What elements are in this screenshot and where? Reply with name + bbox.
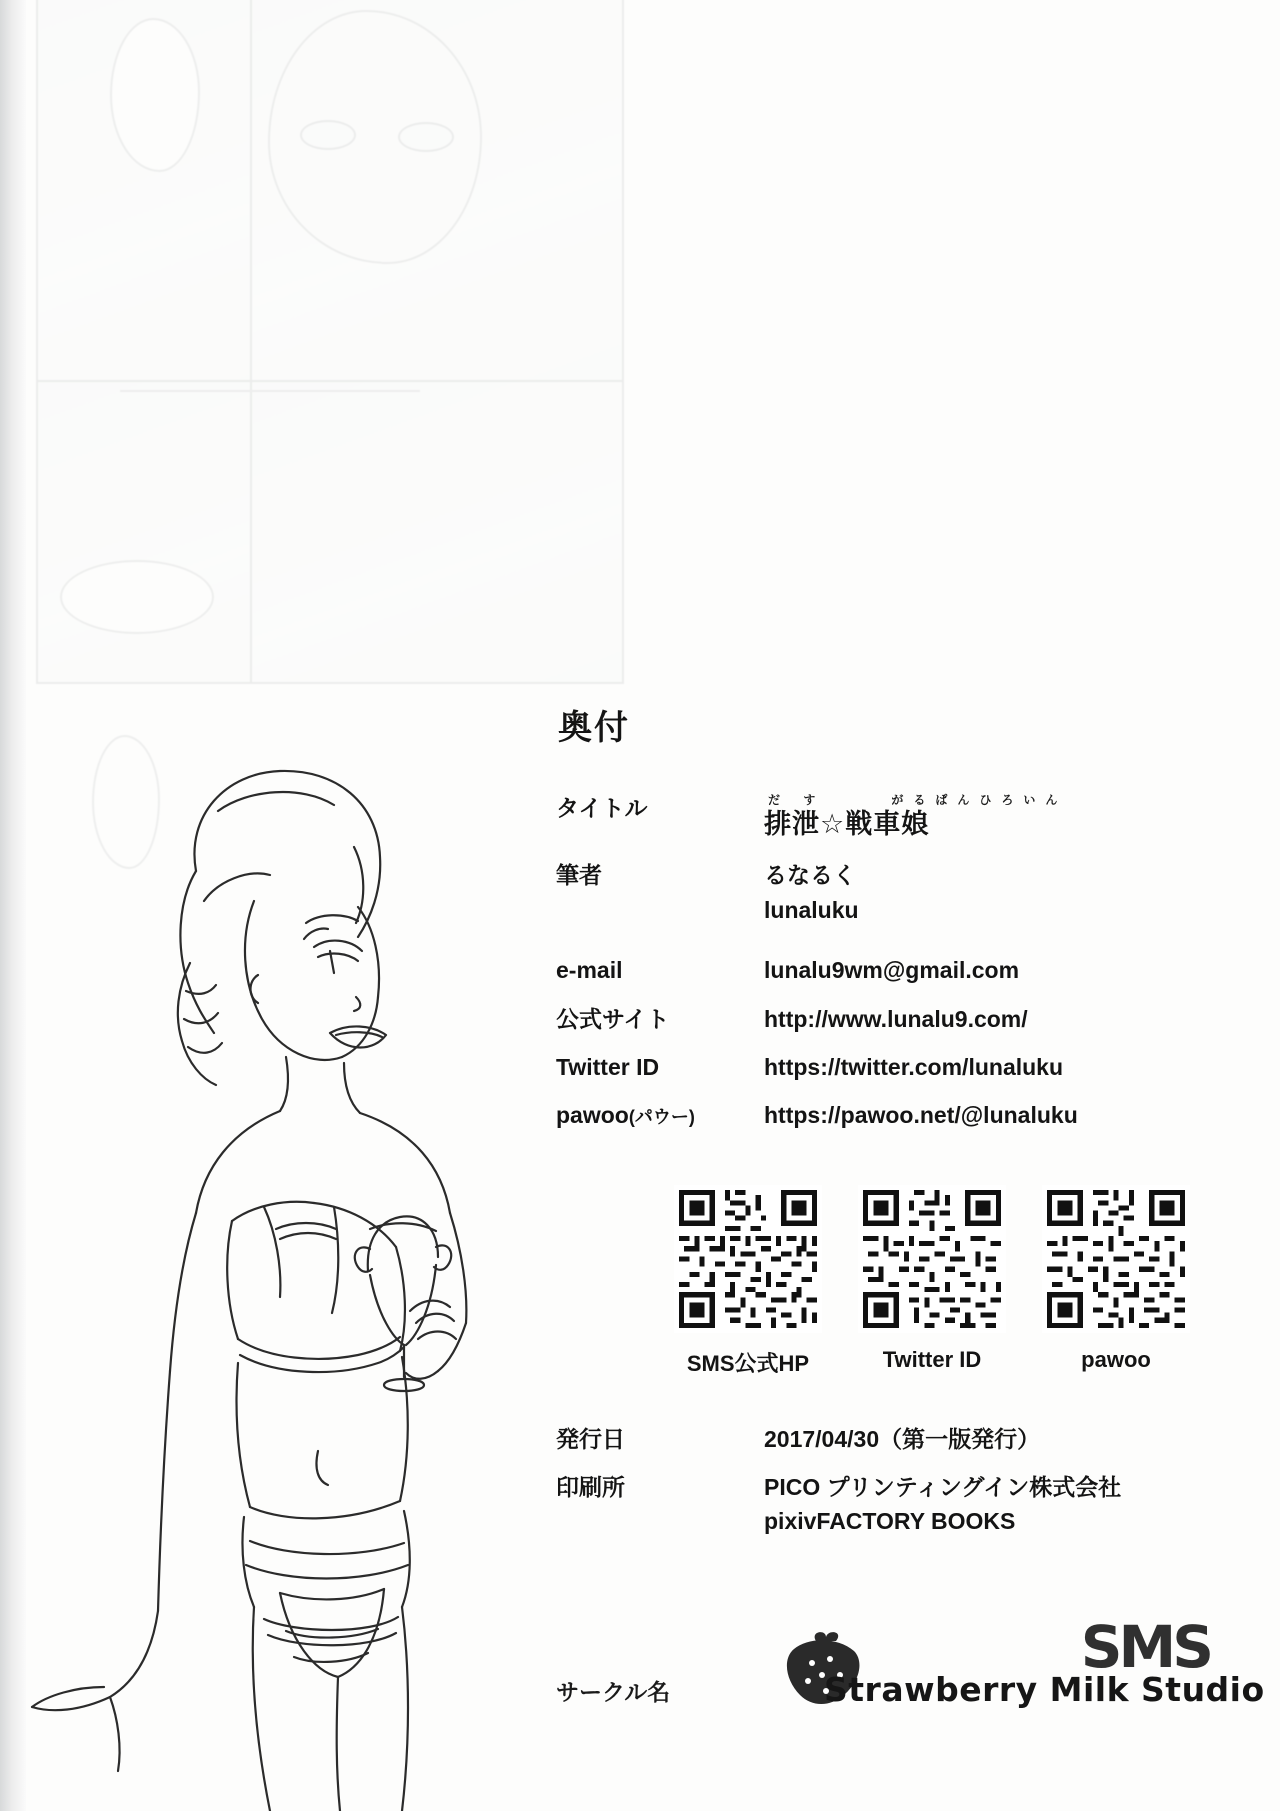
- row-label-printer: 印刷所: [556, 1473, 625, 1500]
- row-value-pawoo[interactable]: https://pawoo.net/@lunaluku: [764, 1102, 1078, 1129]
- row-value-author: [764, 860, 1216, 955]
- table-row: [556, 1424, 1216, 1472]
- ghost-eye: [398, 122, 454, 152]
- title-text: 排泄☆戦車娘: [764, 808, 930, 839]
- pawoo-label-kana: (パウー): [628, 1107, 695, 1128]
- title-ruby: だ す がるぱんひろいん: [768, 793, 1068, 807]
- background-manga-panels: [0, 0, 620, 820]
- ghost-panel: [36, 380, 330, 684]
- qr-pawoo-icon[interactable]: [1042, 1185, 1190, 1333]
- pawoo-label-main: pawoo: [556, 1102, 629, 1129]
- ghost-panel: [36, 0, 330, 384]
- ghost-panel: [250, 0, 624, 384]
- ghost-speech-bubble: [92, 735, 160, 869]
- row-value-twitter[interactable]: https://twitter.com/lunaluku: [764, 1053, 1064, 1080]
- qr-code-row: [674, 1185, 1216, 1378]
- row-value-printer: [764, 1472, 1216, 1555]
- row-value-publish-date: 2017/04/30（第一版発行）: [764, 1425, 1041, 1452]
- row-label-twitter: Twitter ID: [556, 1053, 660, 1080]
- circle-name-row: [556, 1595, 1265, 1715]
- colophon-block: [556, 700, 1265, 1715]
- table-row: [556, 860, 1216, 955]
- ghost-divider: [120, 390, 420, 392]
- ghost-face: [268, 10, 482, 264]
- circle-name-text: Strawberry Milk Studio: [824, 1669, 1265, 1709]
- ghost-panel: [250, 380, 624, 684]
- qr-item-twitter: [858, 1185, 1006, 1378]
- colophon-info-table: [556, 793, 1216, 1149]
- qr-item-official-hp: [674, 1185, 822, 1378]
- ghost-speech-bubble: [110, 18, 200, 172]
- table-row: [556, 955, 1216, 1003]
- printer-name: PICO プリンティングイン株式会社: [764, 1473, 1122, 1500]
- author-name-jp: るなるく: [764, 862, 856, 889]
- author-name-en: lunaluku: [764, 896, 859, 923]
- qr-caption-official-hp: SMS公式HP: [686, 1350, 810, 1376]
- row-value-title: [764, 793, 1216, 860]
- row-label-title: タイトル: [556, 795, 648, 821]
- qr-item-pawoo: [1042, 1185, 1190, 1378]
- qr-caption-twitter: Twitter ID: [882, 1346, 982, 1372]
- row-label-circle-name: サークル名: [556, 1678, 671, 1705]
- ghost-eye: [300, 120, 356, 150]
- page-title: 奥付: [558, 709, 630, 747]
- character-illustration: [18, 751, 578, 1811]
- qr-official-hp-icon[interactable]: [674, 1185, 822, 1333]
- paper-edge-shadow: [0, 0, 26, 1811]
- row-value-website[interactable]: http://www.lunalu9.com/: [764, 1005, 1028, 1032]
- table-row: [556, 1472, 1216, 1555]
- table-row: [556, 1004, 1216, 1052]
- row-label-author: 筆者: [556, 862, 602, 889]
- row-value-email[interactable]: lunalu9wm@gmail.com: [764, 957, 1020, 984]
- row-label-website: 公式サイト: [556, 1005, 670, 1032]
- table-row: [556, 1100, 1216, 1148]
- colophon-publish-table: [556, 1424, 1216, 1555]
- table-row: [556, 1052, 1216, 1100]
- table-row: [556, 793, 1216, 860]
- sms-logo-mark: SMS: [1080, 1612, 1210, 1681]
- qr-caption-pawoo: pawoo: [1081, 1346, 1151, 1372]
- row-label-email: e-mail: [556, 957, 623, 984]
- printer-service: pixivFACTORY BOOKS: [764, 1508, 1016, 1535]
- ghost-speech-bubble: [60, 560, 214, 634]
- circle-logo: [764, 1595, 1265, 1715]
- row-label-publish-date: 発行日: [556, 1425, 625, 1452]
- qr-twitter-icon[interactable]: [858, 1185, 1006, 1333]
- row-label-pawoo: [556, 1100, 764, 1148]
